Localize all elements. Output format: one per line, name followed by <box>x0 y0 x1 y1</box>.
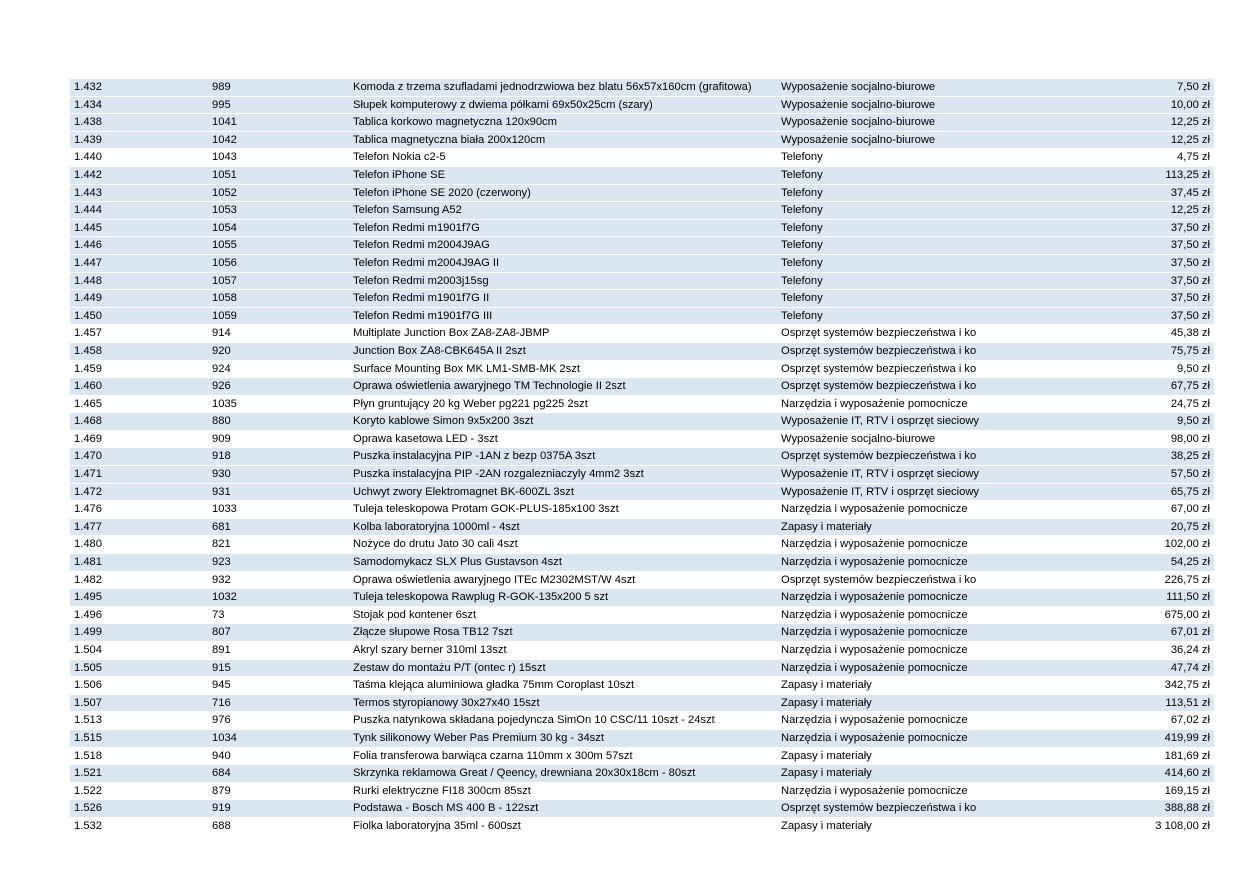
row-code-cell: 940 <box>208 747 349 765</box>
row-price-cell: 67,01 zł <box>1023 624 1214 642</box>
row-category-cell: Osprzęt systemów bezpieczeństwa i ko <box>777 571 1023 589</box>
table-row[interactable] <box>70 325 1214 343</box>
row-code-cell: 923 <box>208 554 349 572</box>
row-index-cell: 1.469 <box>70 430 208 448</box>
table-row[interactable] <box>70 712 1214 730</box>
row-index-cell: 1.521 <box>70 765 208 783</box>
row-index-cell: 1.506 <box>70 677 208 695</box>
row-code-cell: 1042 <box>208 131 349 149</box>
row-code-cell: 926 <box>208 378 349 396</box>
row-index-cell: 1.432 <box>70 79 208 97</box>
row-price-cell: 226,75 zł <box>1023 571 1214 589</box>
row-name-cell: Tuleja teleskopowa Protam GOK-PLUS-185x100 3szt <box>349 501 777 519</box>
row-code-cell: 1033 <box>208 501 349 519</box>
row-category-cell: Zapasy i materiały <box>777 747 1023 765</box>
row-category-cell: Narzędzia i wyposażenie pomocnicze <box>777 624 1023 642</box>
inventory-table <box>70 78 1214 836</box>
table-row[interactable] <box>70 747 1214 765</box>
table-row[interactable] <box>70 782 1214 800</box>
row-name-cell: Telefon Redmi m1901f7G II <box>349 290 777 308</box>
table-row[interactable] <box>70 729 1214 747</box>
row-code-cell: 684 <box>208 765 349 783</box>
row-index-cell: 1.480 <box>70 536 208 554</box>
row-price-cell: 20,75 zł <box>1023 518 1214 536</box>
row-category-cell: Telefony <box>777 237 1023 255</box>
row-index-cell: 1.457 <box>70 325 208 343</box>
row-category-cell: Wyposażenie socjalno-biurowe <box>777 131 1023 149</box>
row-category-cell: Telefony <box>777 307 1023 325</box>
row-code-cell: 1056 <box>208 254 349 272</box>
table-row[interactable] <box>70 79 1214 97</box>
row-index-cell: 1.448 <box>70 272 208 290</box>
row-code-cell: 995 <box>208 96 349 114</box>
row-code-cell: 909 <box>208 430 349 448</box>
table-row[interactable] <box>70 483 1214 501</box>
table-row[interactable] <box>70 378 1214 396</box>
row-category-cell: Narzędzia i wyposażenie pomocnicze <box>777 554 1023 572</box>
row-name-cell: Puszka instalacyjna PIP -1AN z bezp 0375A 3szt <box>349 448 777 466</box>
row-price-cell: 414,60 zł <box>1023 765 1214 783</box>
row-name-cell: Oprawa oświetlenia awaryjnego ITEc M2302MST/W 4szt <box>349 571 777 589</box>
row-code-cell: 716 <box>208 694 349 712</box>
table-row[interactable] <box>70 589 1214 607</box>
row-index-cell: 1.450 <box>70 307 208 325</box>
table-row[interactable] <box>70 571 1214 589</box>
row-price-cell: 181,69 zł <box>1023 747 1214 765</box>
table-row[interactable] <box>70 395 1214 413</box>
row-category-cell: Telefony <box>777 272 1023 290</box>
table-row[interactable] <box>70 96 1214 114</box>
row-price-cell: 37,50 zł <box>1023 219 1214 237</box>
row-price-cell: 419,99 zł <box>1023 729 1214 747</box>
row-price-cell: 57,50 zł <box>1023 466 1214 484</box>
row-name-cell: Telefon Redmi m1901f7G <box>349 219 777 237</box>
row-price-cell: 37,50 zł <box>1023 254 1214 272</box>
row-index-cell: 1.505 <box>70 659 208 677</box>
row-price-cell: 113,51 zł <box>1023 694 1214 712</box>
row-index-cell: 1.496 <box>70 606 208 624</box>
row-index-cell: 1.513 <box>70 712 208 730</box>
row-index-cell: 1.459 <box>70 360 208 378</box>
row-name-cell: Kolba laboratoryjna 1000ml - 4szt <box>349 518 777 536</box>
row-name-cell: Telefon Samsung A52 <box>349 202 777 220</box>
row-index-cell: 1.532 <box>70 817 208 835</box>
row-index-cell: 1.434 <box>70 96 208 114</box>
row-price-cell: 12,25 zł <box>1023 114 1214 132</box>
row-name-cell: Komoda z trzema szufladami jednodrzwiowa bez blatu 56x57x160cm (grafitowa) <box>349 79 777 97</box>
row-category-cell: Narzędzia i wyposażenie pomocnicze <box>777 642 1023 660</box>
table-row[interactable] <box>70 114 1214 132</box>
row-price-cell: 12,25 zł <box>1023 202 1214 220</box>
row-category-cell: Telefony <box>777 149 1023 167</box>
table-row[interactable] <box>70 131 1214 149</box>
row-category-cell: Zapasy i materiały <box>777 518 1023 536</box>
row-name-cell: Telefon Redmi m2003j15sg <box>349 272 777 290</box>
row-name-cell: Podstawa - Bosch MS 400 B - 122szt <box>349 800 777 818</box>
row-index-cell: 1.476 <box>70 501 208 519</box>
row-code-cell: 1057 <box>208 272 349 290</box>
row-category-cell: Wyposażenie socjalno-biurowe <box>777 96 1023 114</box>
row-category-cell: Narzędzia i wyposażenie pomocnicze <box>777 782 1023 800</box>
row-index-cell: 1.495 <box>70 589 208 607</box>
row-index-cell: 1.446 <box>70 237 208 255</box>
row-name-cell: Telefon Redmi m2004J9AG <box>349 237 777 255</box>
row-index-cell: 1.445 <box>70 219 208 237</box>
row-code-cell: 879 <box>208 782 349 800</box>
row-category-cell: Telefony <box>777 219 1023 237</box>
row-price-cell: 38,25 zł <box>1023 448 1214 466</box>
table-row[interactable] <box>70 642 1214 660</box>
row-code-cell: 989 <box>208 79 349 97</box>
row-code-cell: 807 <box>208 624 349 642</box>
row-name-cell: Samodomykacz SLX Plus Gustavson 4szt <box>349 554 777 572</box>
row-index-cell: 1.442 <box>70 166 208 184</box>
row-index-cell: 1.443 <box>70 184 208 202</box>
row-index-cell: 1.504 <box>70 642 208 660</box>
row-index-cell: 1.518 <box>70 747 208 765</box>
row-price-cell: 37,50 zł <box>1023 237 1214 255</box>
row-code-cell: 914 <box>208 325 349 343</box>
row-category-cell: Osprzęt systemów bezpieczeństwa i ko <box>777 342 1023 360</box>
row-code-cell: 930 <box>208 466 349 484</box>
row-category-cell: Wyposażenie socjalno-biurowe <box>777 79 1023 97</box>
table-row[interactable] <box>70 765 1214 783</box>
row-code-cell: 919 <box>208 800 349 818</box>
table-row[interactable] <box>70 307 1214 325</box>
row-index-cell: 1.444 <box>70 202 208 220</box>
table-row[interactable] <box>70 536 1214 554</box>
row-name-cell: Tablica korkowo magnetyczna 120x90cm <box>349 114 777 132</box>
row-name-cell: Multiplate Junction Box ZA8-ZA8-JBMP <box>349 325 777 343</box>
row-category-cell: Osprzęt systemów bezpieczeństwa i ko <box>777 325 1023 343</box>
row-name-cell: Folia transferowa barwiąca czarna 110mm x 300m 57szt <box>349 747 777 765</box>
row-name-cell: Tablica magnetyczna biała 200x120cm <box>349 131 777 149</box>
row-name-cell: Telefon Nokia c2-5 <box>349 149 777 167</box>
row-price-cell: 75,75 zł <box>1023 342 1214 360</box>
table-row[interactable] <box>70 501 1214 519</box>
row-name-cell: Puszka natynkowa składana pojedyncza SimOn 10 CSC/11 10szt - 24szt <box>349 712 777 730</box>
row-code-cell: 924 <box>208 360 349 378</box>
row-price-cell: 45,38 zł <box>1023 325 1214 343</box>
row-price-cell: 3 108,00 zł <box>1023 817 1214 835</box>
row-code-cell: 1032 <box>208 589 349 607</box>
row-price-cell: 111,50 zł <box>1023 589 1214 607</box>
row-code-cell: 1051 <box>208 166 349 184</box>
row-price-cell: 67,02 zł <box>1023 712 1214 730</box>
row-price-cell: 24,75 zł <box>1023 395 1214 413</box>
row-name-cell: Telefon iPhone SE 2020 (czerwony) <box>349 184 777 202</box>
table-row[interactable] <box>70 149 1214 167</box>
row-price-cell: 37,50 zł <box>1023 272 1214 290</box>
row-category-cell: Telefony <box>777 184 1023 202</box>
row-code-cell: 1059 <box>208 307 349 325</box>
row-index-cell: 1.460 <box>70 378 208 396</box>
row-index-cell: 1.526 <box>70 800 208 818</box>
row-category-cell: Wyposażenie IT, RTV i osprzęt sieciowy <box>777 483 1023 501</box>
row-price-cell: 102,00 zł <box>1023 536 1214 554</box>
inventory-table-container <box>70 78 1210 836</box>
row-code-cell: 976 <box>208 712 349 730</box>
row-price-cell: 47,74 zł <box>1023 659 1214 677</box>
row-code-cell: 932 <box>208 571 349 589</box>
row-name-cell: Junction Box ZA8-CBK645A II 2szt <box>349 342 777 360</box>
row-price-cell: 113,25 zł <box>1023 166 1214 184</box>
row-category-cell: Zapasy i materiały <box>777 677 1023 695</box>
row-category-cell: Narzędzia i wyposażenie pomocnicze <box>777 606 1023 624</box>
row-category-cell: Wyposażenie socjalno-biurowe <box>777 114 1023 132</box>
row-price-cell: 37,50 zł <box>1023 307 1214 325</box>
row-price-cell: 342,75 zł <box>1023 677 1214 695</box>
table-row[interactable] <box>70 272 1214 290</box>
row-price-cell: 9,50 zł <box>1023 413 1214 431</box>
row-code-cell: 1055 <box>208 237 349 255</box>
row-name-cell: Koryto kablowe Simon 9x5x200 3szt <box>349 413 777 431</box>
row-index-cell: 1.439 <box>70 131 208 149</box>
row-category-cell: Osprzęt systemów bezpieczeństwa i ko <box>777 448 1023 466</box>
row-price-cell: 67,00 zł <box>1023 501 1214 519</box>
row-category-cell: Narzędzia i wyposażenie pomocnicze <box>777 729 1023 747</box>
row-price-cell: 12,25 zł <box>1023 131 1214 149</box>
row-index-cell: 1.468 <box>70 413 208 431</box>
row-index-cell: 1.522 <box>70 782 208 800</box>
row-name-cell: Taśma klejąca aluminiowa gładka 75mm Coroplast 10szt <box>349 677 777 695</box>
table-row[interactable] <box>70 290 1214 308</box>
row-category-cell: Narzędzia i wyposażenie pomocnicze <box>777 501 1023 519</box>
row-name-cell: Fiolka laboratoryjna 35ml - 600szt <box>349 817 777 835</box>
table-row[interactable] <box>70 606 1214 624</box>
row-name-cell: Skrzynka reklamowa Great / Qeency, drewniana 20x30x18cm - 80szt <box>349 765 777 783</box>
row-index-cell: 1.481 <box>70 554 208 572</box>
row-category-cell: Narzędzia i wyposażenie pomocnicze <box>777 589 1023 607</box>
table-row[interactable] <box>70 342 1214 360</box>
row-price-cell: 4,75 zł <box>1023 149 1214 167</box>
row-price-cell: 169,15 zł <box>1023 782 1214 800</box>
table-row[interactable] <box>70 624 1214 642</box>
row-category-cell: Telefony <box>777 254 1023 272</box>
table-row[interactable] <box>70 166 1214 184</box>
row-category-cell: Telefony <box>777 202 1023 220</box>
row-code-cell: 821 <box>208 536 349 554</box>
row-category-cell: Osprzęt systemów bezpieczeństwa i ko <box>777 378 1023 396</box>
table-row[interactable] <box>70 202 1214 220</box>
row-name-cell: Nożyce do drutu Jato 30 cali 4szt <box>349 536 777 554</box>
row-code-cell: 1053 <box>208 202 349 220</box>
row-name-cell: Akryl szary berner 310ml 13szt <box>349 642 777 660</box>
row-code-cell: 1052 <box>208 184 349 202</box>
row-name-cell: Oprawa oświetlenia awaryjnego TM Technologie II 2szt <box>349 378 777 396</box>
row-category-cell: Wyposażenie IT, RTV i osprzęt sieciowy <box>777 413 1023 431</box>
table-row[interactable] <box>70 694 1214 712</box>
row-index-cell: 1.465 <box>70 395 208 413</box>
row-code-cell: 931 <box>208 483 349 501</box>
row-name-cell: Tynk silikonowy Weber Pas Premium 30 kg - 34szt <box>349 729 777 747</box>
row-index-cell: 1.499 <box>70 624 208 642</box>
row-name-cell: Telefon Redmi m1901f7G III <box>349 307 777 325</box>
table-row[interactable] <box>70 413 1214 431</box>
row-code-cell: 920 <box>208 342 349 360</box>
row-name-cell: Stojak pod kontener 6szt <box>349 606 777 624</box>
row-code-cell: 918 <box>208 448 349 466</box>
row-code-cell: 681 <box>208 518 349 536</box>
row-name-cell: Słupek komputerowy z dwiema półkami 69x50x25cm (szary) <box>349 96 777 114</box>
row-code-cell: 1058 <box>208 290 349 308</box>
row-code-cell: 891 <box>208 642 349 660</box>
row-index-cell: 1.515 <box>70 729 208 747</box>
table-row[interactable] <box>70 184 1214 202</box>
row-code-cell: 945 <box>208 677 349 695</box>
table-row[interactable] <box>70 430 1214 448</box>
row-index-cell: 1.472 <box>70 483 208 501</box>
row-code-cell: 915 <box>208 659 349 677</box>
row-name-cell: Puszka instalacyjna PIP -2AN rozgalezniaczyly 4mm2 3szt <box>349 466 777 484</box>
row-category-cell: Narzędzia i wyposażenie pomocnicze <box>777 712 1023 730</box>
table-row[interactable] <box>70 254 1214 272</box>
row-category-cell: Zapasy i materiały <box>777 765 1023 783</box>
row-index-cell: 1.458 <box>70 342 208 360</box>
row-index-cell: 1.482 <box>70 571 208 589</box>
table-row[interactable] <box>70 448 1214 466</box>
row-code-cell: 1043 <box>208 149 349 167</box>
table-row[interactable] <box>70 554 1214 572</box>
row-category-cell: Telefony <box>777 166 1023 184</box>
row-category-cell: Wyposażenie socjalno-biurowe <box>777 430 1023 448</box>
row-code-cell: 1041 <box>208 114 349 132</box>
row-name-cell: Telefon iPhone SE <box>349 166 777 184</box>
row-price-cell: 54,25 zł <box>1023 554 1214 572</box>
row-category-cell: Narzędzia i wyposażenie pomocnicze <box>777 536 1023 554</box>
row-price-cell: 98,00 zł <box>1023 430 1214 448</box>
table-row[interactable] <box>70 518 1214 536</box>
table-row[interactable] <box>70 677 1214 695</box>
row-index-cell: 1.470 <box>70 448 208 466</box>
table-row[interactable] <box>70 817 1214 835</box>
row-name-cell: Zestaw do montażu P/T (ontec r) 15szt <box>349 659 777 677</box>
row-code-cell: 880 <box>208 413 349 431</box>
row-category-cell: Osprzęt systemów bezpieczeństwa i ko <box>777 360 1023 378</box>
table-row[interactable] <box>70 219 1214 237</box>
row-index-cell: 1.440 <box>70 149 208 167</box>
row-name-cell: Surface Mounting Box MK LM1-SMB-MK 2szt <box>349 360 777 378</box>
row-price-cell: 37,50 zł <box>1023 290 1214 308</box>
row-name-cell: Płyn gruntujący 20 kg Weber pg221 pg225 2szt <box>349 395 777 413</box>
row-category-cell: Zapasy i materiały <box>777 817 1023 835</box>
row-index-cell: 1.477 <box>70 518 208 536</box>
row-name-cell: Telefon Redmi m2004J9AG II <box>349 254 777 272</box>
row-index-cell: 1.471 <box>70 466 208 484</box>
row-price-cell: 675,00 zł <box>1023 606 1214 624</box>
row-category-cell: Telefony <box>777 290 1023 308</box>
row-index-cell: 1.507 <box>70 694 208 712</box>
table-row[interactable] <box>70 659 1214 677</box>
inventory-table-body <box>70 79 1214 836</box>
row-category-cell: Zapasy i materiały <box>777 694 1023 712</box>
table-row[interactable] <box>70 360 1214 378</box>
row-name-cell: Uchwyt zwory Elektromagnet BK-600ZL 3szt <box>349 483 777 501</box>
row-price-cell: 10,00 zł <box>1023 96 1214 114</box>
row-price-cell: 36,24 zł <box>1023 642 1214 660</box>
row-price-cell: 67,75 zł <box>1023 378 1214 396</box>
row-code-cell: 1054 <box>208 219 349 237</box>
row-category-cell: Osprzęt systemów bezpieczeństwa i ko <box>777 800 1023 818</box>
row-price-cell: 7,50 zł <box>1023 79 1214 97</box>
row-index-cell: 1.447 <box>70 254 208 272</box>
row-category-cell: Narzędzia i wyposażenie pomocnicze <box>777 659 1023 677</box>
row-price-cell: 388,88 zł <box>1023 800 1214 818</box>
row-code-cell: 688 <box>208 817 349 835</box>
row-price-cell: 9,50 zł <box>1023 360 1214 378</box>
row-price-cell: 37,45 zł <box>1023 184 1214 202</box>
row-name-cell: Termos styropianowy 30x27x40 15szt <box>349 694 777 712</box>
row-category-cell: Wyposażenie IT, RTV i osprzęt sieciowy <box>777 466 1023 484</box>
row-price-cell: 65,75 zł <box>1023 483 1214 501</box>
row-index-cell: 1.449 <box>70 290 208 308</box>
row-name-cell: Tuleja teleskopowa Rawplug R-GOK-135x200 5 szt <box>349 589 777 607</box>
row-code-cell: 1035 <box>208 395 349 413</box>
row-category-cell: Narzędzia i wyposażenie pomocnicze <box>777 395 1023 413</box>
row-name-cell: Oprawa kasetowa LED - 3szt <box>349 430 777 448</box>
row-name-cell: Rurki elektryczne FI18 300cm 85szt <box>349 782 777 800</box>
row-index-cell: 1.438 <box>70 114 208 132</box>
table-row[interactable] <box>70 800 1214 818</box>
table-row[interactable] <box>70 466 1214 484</box>
row-name-cell: Złącze słupowe Rosa TB12 7szt <box>349 624 777 642</box>
table-row[interactable] <box>70 237 1214 255</box>
row-code-cell: 73 <box>208 606 349 624</box>
row-code-cell: 1034 <box>208 729 349 747</box>
